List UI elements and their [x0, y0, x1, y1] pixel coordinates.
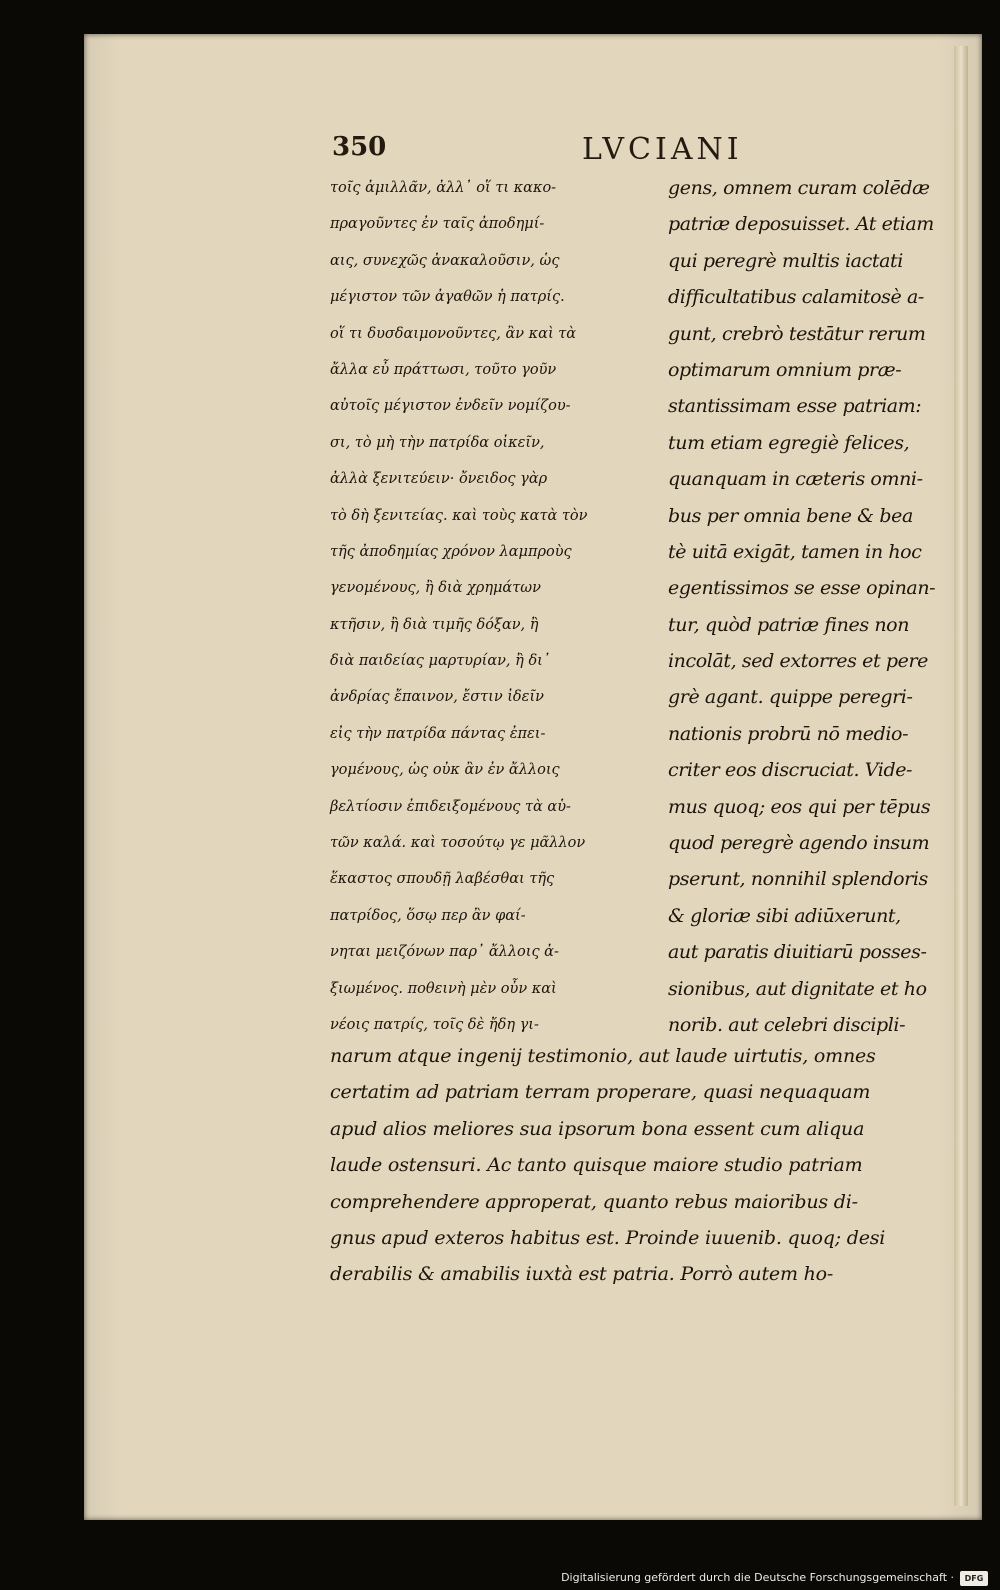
latin-text-line: tum etiam egregiè felices, [668, 431, 910, 454]
greek-text-line: ἀλλὰ ξενιτεύειν· ὄνειδος γὰρ [330, 471, 548, 488]
greek-text-line: αις, συνεχῶς ἀνακαλοῦσιν, ὡς [330, 252, 560, 269]
latin-text-line: tur, quòd patriæ fines non [668, 613, 910, 636]
greek-text-line: ἄλλα εὖ πράττωσι, τοῦτο γοῦν [330, 361, 557, 378]
full-width-text-line: certatim ad patriam terram properare, quasi nequaquam [330, 1081, 871, 1104]
latin-text-line: incolāt, sed extorres et pere [668, 650, 928, 673]
footer-bar [0, 1568, 1000, 1590]
greek-text-line: διὰ παιδείας μαρτυρίαν, ἢ δι᾽ [330, 653, 551, 670]
greek-text-line: νέοις πατρίς, τοῖς δὲ ἤδη γι- [330, 1016, 539, 1033]
greek-text-line: πραγοῦντες ἐν ταῖς ἀποδημί- [330, 216, 545, 233]
latin-text-line: gens, omnem curam colēdæ [668, 177, 930, 199]
latin-text-line: qui peregrè multis iactati [668, 249, 903, 272]
latin-text-line: gunt, crebrò testātur rerum [668, 322, 926, 345]
latin-text-line: criter eos discruciat. Vide- [668, 759, 913, 782]
full-width-text-line: apud alios meliores sua ipsorum bona essent cum aliqua [330, 1117, 865, 1140]
greek-text-line: εἰς τὴν πατρίδα πάντας ἐπει- [330, 725, 546, 742]
latin-text-line: difficultatibus calamitosè a- [668, 286, 924, 309]
latin-text-line: mus quoq; eos qui per tēpus [668, 795, 931, 818]
greek-text-line: νηται μειζόνων παρ᾽ ἄλλοις ἀ- [330, 944, 559, 961]
greek-text-line: γενομένους, ἢ διὰ χρημάτων [330, 580, 541, 597]
latin-text-line: egentissimos se esse opinan- [668, 577, 936, 600]
latin-text-line: quanquam in cæteris omni- [668, 468, 923, 491]
greek-text-line: βελτίοσιν ἐπιδειξομένους τὰ αὑ- [330, 798, 571, 815]
greek-text-line: οἵ τι δυσδαιμονοῦντες, ἂν καὶ τὰ [330, 325, 577, 342]
greek-text-line: ἀνδρίας ἔπαινον, ἔστιν ἰδεῖν [330, 689, 544, 706]
latin-text-line: pserunt, nonnihil splendoris [668, 868, 928, 891]
running-head [0, 132, 1000, 172]
page-number: 350 [332, 132, 387, 162]
greek-text-line: τοῖς ἀμιλλᾶν, ἀλλ᾽ οἵ τι κακο- [330, 180, 557, 196]
latin-text-line: sionibus, aut dignitate et ho [668, 977, 927, 1000]
full-width-text-line: gnus apud exteros habitus est. Proinde iuuenib. quoq; desi [330, 1226, 886, 1249]
full-width-text-line: laude ostensuri. Ac tanto quisque maiore studio patriam [330, 1154, 863, 1177]
greek-text-line: πατρίδος, ὅσῳ περ ἂν φαί- [330, 907, 526, 924]
greek-text-line: σι, τὸ μὴ τὴν πατρίδα οἰκεῖν, [330, 434, 545, 451]
latin-text-line: bus per omnia bene & bea [668, 504, 913, 527]
greek-text-line: μέγιστον τῶν ἀγαθῶν ἡ πατρίς. [330, 289, 565, 306]
full-width-text-line: comprehendere approperat, quanto rebus maioribus di- [330, 1190, 858, 1213]
full-width-text-line: derabilis & amabilis iuxtà est patria. Porrò autem ho- [330, 1263, 834, 1286]
greek-text-line: τὸ δὴ ξενιτείας. καὶ τοὺς κατὰ τὸν [330, 507, 588, 524]
latin-text-column [668, 170, 968, 1043]
latin-text-line: grè agant. quippe peregri- [668, 686, 913, 709]
greek-text-line: ἕκαστος σπουδῇ λαβέσθαι τῆς [330, 871, 555, 888]
latin-text-line: aut paratis diuitiarū posses- [668, 941, 927, 964]
funding-credit: Digitalisierung gefördert durch die Deutsche Forschungsgemeinschaft · [561, 1571, 954, 1584]
latin-text-line: nationis probrū nō medio- [668, 722, 909, 745]
greek-text-column [330, 170, 660, 1043]
full-width-latin-text [330, 1038, 976, 1293]
greek-text-line: κτῆσιν, ἢ διὰ τιμῆς δόξαν, ἢ [330, 616, 539, 633]
latin-text-line: optimarum omnium præ- [668, 358, 902, 381]
latin-text-line: norib. aut celebri discipli- [668, 1013, 906, 1036]
greek-text-line: ξιωμένος. ποθεινὴ μὲν οὖν καὶ [330, 980, 557, 997]
running-title: LVCIANI [582, 132, 743, 167]
latin-text-line: quod peregrè agendo insum [668, 832, 930, 855]
latin-text-line: & gloriæ sibi adiūxerunt, [668, 904, 901, 927]
greek-text-line: αὐτοῖς μέγιστον ἐνδεῖν νομίζου- [330, 398, 571, 415]
greek-text-line: γομένους, ὡς οὐκ ἂν ἐν ἄλλοις [330, 762, 560, 779]
greek-text-line: τῆς ἀποδημίας χρόνον λαμπροὺς [330, 543, 572, 560]
greek-text-line: τῶν καλά. καὶ τοσούτῳ γε μᾶλλον [330, 835, 586, 852]
latin-text-line: stantissimam esse patriam: [668, 395, 922, 418]
latin-text-line: tè uitā exigāt, tamen in hoc [668, 540, 922, 563]
latin-text-line: patriæ deposuisset. At etiam [668, 213, 934, 236]
full-width-text-line: narum atque ingenij testimonio, aut laude uirtutis, omnes [330, 1045, 876, 1067]
dfg-logo: DFG [960, 1571, 988, 1586]
